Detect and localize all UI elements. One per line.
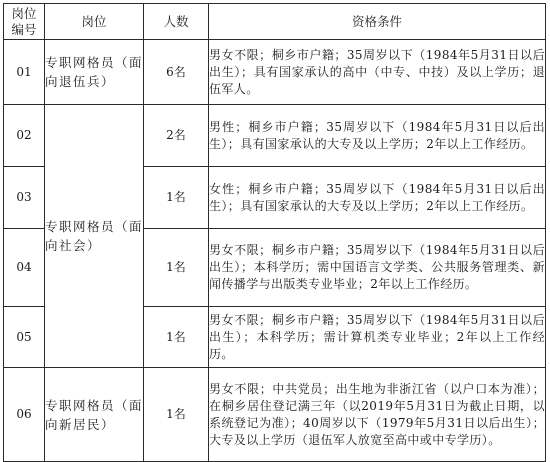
- header-post-id: 岗位编号: [4, 4, 45, 40]
- post-id-cell: 02: [4, 105, 45, 167]
- header-row: [4, 4, 546, 40]
- requirements-cell: 男性；桐乡市户籍；35周岁以下（1984年5月31日以后出生）；具有国家承认的大专及以上学历；2年以上工作经历。: [209, 105, 546, 167]
- requirements-cell: 女性；桐乡市户籍；35周岁以下（1984年5月31日以后出生）；具有国家承认的大专及以上学历；2年以上工作经历。: [209, 167, 546, 229]
- post-id-cell: 01: [4, 40, 45, 105]
- headcount-cell: 1名: [144, 167, 209, 229]
- headcount-cell: 1名: [144, 368, 209, 462]
- post-name-cell: 专职网格员（面向新居民）: [45, 368, 144, 462]
- post-id-cell: 03: [4, 167, 45, 229]
- post-id-cell: 04: [4, 229, 45, 307]
- requirements-cell: 男女不限；桐乡市户籍；35周岁以下（1984年5月31日以后出生）；本科学历；需计算机类专业毕业；2年以上工作经历。: [209, 307, 546, 368]
- header-count: 人数: [144, 4, 209, 40]
- table-row: [4, 105, 546, 167]
- job-requirements-table: [3, 3, 546, 462]
- headcount-cell: 1名: [144, 307, 209, 368]
- post-id-cell: 06: [4, 368, 45, 462]
- post-id-cell: 05: [4, 307, 45, 368]
- table-row: [4, 368, 546, 462]
- requirements-cell: 男女不限；桐乡市户籍；35周岁以下（1984年5月31日以后出生）；具有国家承认的高中（中专、中技）及以上学历；退伍军人。: [209, 40, 546, 105]
- headcount-cell: 6名: [144, 40, 209, 105]
- headcount-cell: 2名: [144, 105, 209, 167]
- requirements-cell: 男女不限；桐乡市户籍；35周岁以下（1984年5月31日以后出生）；本科学历；需中国语言文学类、公共服务管理类、新闻传播学与出版类专业毕业；2年以上工作经历。: [209, 229, 546, 307]
- header-post: 岗位: [45, 4, 144, 40]
- header-requirements: 资格条件: [209, 4, 546, 40]
- requirements-cell: 男女不限；中共党员；出生地为非浙江省（以户口本为准）；在桐乡居住登记满三年（以2019年5月31日为截止日期，以系统登记为准）；40周岁以下（1979年5月31日以后出生）；大专及以上学历（退伍军人放宽至高中或中专学历）。: [209, 368, 546, 462]
- headcount-cell: 1名: [144, 229, 209, 307]
- post-name-cell: 专职网格员（面向社会）: [45, 105, 144, 368]
- table-row: [4, 40, 546, 105]
- post-name-cell: 专职网格员（面向退伍兵）: [45, 40, 144, 105]
